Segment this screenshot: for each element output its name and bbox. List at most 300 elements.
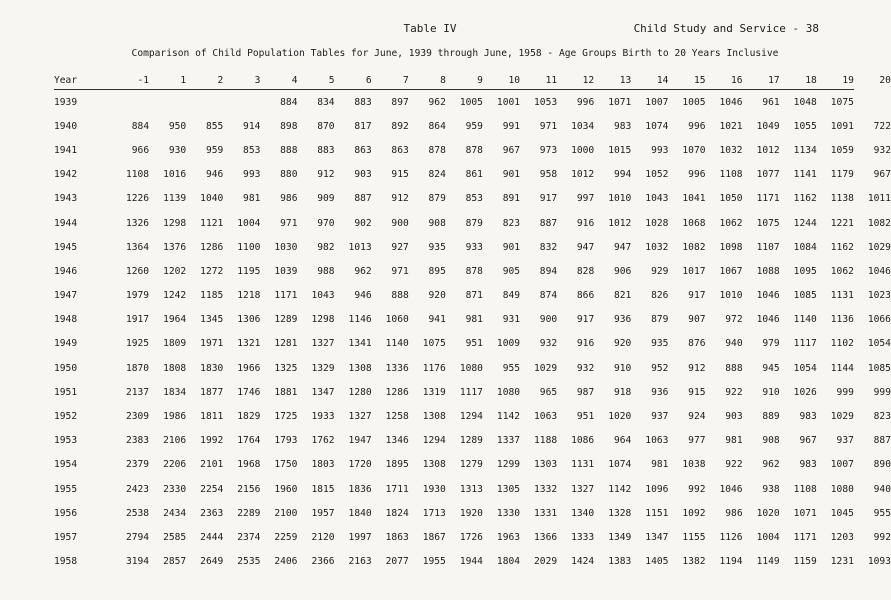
table-row (54, 235, 891, 259)
table-cell: 1281 (274, 338, 298, 350)
table-cell: 967 (799, 435, 817, 447)
table-cell: 1171 (793, 531, 817, 543)
table-cell: 902 (354, 217, 372, 229)
table-cell: 1424 (571, 556, 595, 568)
table-cell: 1280 (348, 386, 372, 398)
table-cell: 1933 (311, 411, 335, 423)
table-cell: 1726 (459, 531, 483, 543)
table-cell: 912 (317, 169, 335, 181)
row-year: 1958 (54, 556, 78, 568)
table-cell: 900 (391, 217, 409, 229)
row-year: 1950 (54, 362, 78, 374)
table-cell: 1030 (274, 241, 298, 253)
row-year: 1941 (54, 144, 78, 156)
table-cell: 888 (280, 144, 298, 156)
table-row (54, 308, 891, 332)
column-header-age: 18 (805, 74, 817, 86)
table-cell: 1308 (422, 411, 446, 423)
table-cell: 1347 (311, 386, 335, 398)
table-cell: 884 (280, 96, 298, 108)
table-cell: 864 (428, 120, 446, 132)
row-year: 1945 (54, 241, 78, 253)
table-cell: 1108 (719, 169, 743, 181)
table-cell: 1179 (830, 169, 854, 181)
table-cell: 1244 (793, 217, 817, 229)
table-cell: 1074 (608, 459, 632, 471)
table-cell: 855 (205, 120, 224, 132)
table-cell: 894 (539, 265, 558, 277)
table-cell: 1039 (274, 265, 298, 277)
table-cell: 1093 (867, 556, 891, 568)
column-header-age: 4 (291, 74, 298, 86)
column-header-age: 12 (582, 74, 595, 86)
table-cell: 2106 (163, 435, 187, 447)
table-cell: 1925 (125, 338, 150, 350)
column-header-age: 6 (365, 74, 372, 86)
table-cell: 1171 (756, 193, 780, 205)
table-cell: 1075 (756, 217, 780, 229)
table-cell: 951 (576, 411, 595, 423)
table-cell: 1725 (274, 411, 298, 423)
table-cell: 1289 (459, 435, 483, 447)
table-cell: 876 (688, 338, 706, 350)
row-year: 1949 (54, 338, 78, 350)
table-cell: 940 (725, 338, 743, 350)
table-cell: 1108 (125, 169, 150, 181)
table-cell: 1963 (496, 531, 521, 543)
table-cell: 1867 (422, 531, 446, 543)
table-cell: 1117 (459, 386, 483, 398)
table-cell: 937 (651, 411, 669, 423)
table-cell: 1071 (608, 96, 632, 108)
table-cell: 1007 (645, 96, 669, 108)
table-cell: 1337 (496, 435, 521, 447)
table-cell: 962 (762, 459, 780, 471)
table-cell: 1294 (459, 411, 483, 423)
table-cell: 961 (762, 96, 780, 108)
table-cell: 964 (613, 435, 632, 447)
table-cell: 1327 (348, 411, 372, 423)
table-cell: 834 (317, 96, 335, 108)
table-cell: 2206 (163, 459, 187, 471)
table-cell: 1046 (756, 290, 780, 302)
table-cell: 938 (762, 483, 780, 495)
table-cell: 1957 (311, 507, 335, 519)
table-cell: 1979 (125, 290, 150, 302)
table-cell: 981 (465, 314, 483, 326)
row-year: 1946 (54, 265, 78, 277)
table-cell: 849 (502, 290, 521, 302)
column-header-age: 5 (328, 74, 335, 86)
table-cell: 967 (502, 144, 521, 156)
table-cell: 996 (576, 96, 595, 108)
column-header-age: 15 (693, 74, 706, 86)
table-cell: 1746 (237, 386, 261, 398)
table-cell: 910 (762, 386, 780, 398)
row-year: 1951 (54, 386, 78, 398)
table-cell: 887 (873, 435, 891, 447)
table-cell: 1091 (830, 120, 854, 132)
table-cell: 1139 (163, 193, 187, 205)
table-cell: 1345 (200, 314, 224, 326)
table-row (54, 453, 891, 477)
table-cell: 1836 (348, 483, 372, 495)
table-cell: 1048 (793, 96, 817, 108)
table-cell: 1764 (237, 435, 261, 447)
table-cell: 981 (243, 193, 261, 205)
table-cell: 917 (539, 193, 558, 205)
table-cell: 1376 (163, 241, 187, 253)
table-cell: 932 (539, 338, 558, 350)
table-cell: 2535 (237, 556, 261, 568)
table-cell: 1260 (125, 265, 150, 277)
table-row (54, 211, 891, 235)
table-cell: 1020 (756, 507, 780, 519)
table-cell: 1298 (311, 314, 335, 326)
table-cell: 2029 (534, 556, 558, 568)
table-cell: 1080 (830, 483, 854, 495)
table-cell: 1092 (682, 507, 706, 519)
table-cell: 947 (576, 241, 595, 253)
table-cell: 1026 (793, 386, 817, 398)
table-cell: 1012 (608, 217, 632, 229)
column-header-age: 9 (477, 74, 483, 86)
table-cell: 1053 (534, 96, 558, 108)
table-cell: 1062 (830, 265, 854, 277)
table-cell: 1084 (793, 241, 817, 253)
column-header-age: 7 (402, 74, 409, 86)
table-cell: 2363 (200, 507, 224, 519)
table-cell: 1750 (274, 459, 298, 471)
table-cell: 947 (613, 241, 632, 253)
table-cell: 1029 (534, 362, 558, 374)
column-header-age: 17 (768, 74, 780, 86)
table-cell: 1141 (793, 169, 817, 181)
table-cell: 1013 (348, 241, 372, 253)
table-cell: 1004 (756, 531, 780, 543)
table-cell: 1102 (830, 338, 854, 350)
table-cell: 2366 (311, 556, 335, 568)
table-cell: 2077 (385, 556, 409, 568)
table-cell: 890 (873, 459, 891, 471)
table-cell: 1046 (867, 265, 891, 277)
table-cell: 2259 (274, 531, 298, 543)
table-cell: 983 (799, 411, 817, 423)
table-cell: 971 (539, 120, 558, 132)
table-cell: 1955 (422, 556, 446, 568)
table-cell: 907 (688, 314, 706, 326)
table-cell: 1088 (756, 265, 780, 277)
table-cell: 853 (465, 193, 483, 205)
table-cell: 1762 (311, 435, 335, 447)
table-cell: 1992 (200, 435, 224, 447)
table-cell: 1108 (793, 483, 817, 495)
column-header-age: -1 (137, 74, 150, 86)
column-header-age: 1 (180, 74, 187, 86)
table-cell: 1043 (645, 193, 669, 205)
table-cell: 917 (576, 314, 595, 326)
table-cell: 1202 (163, 265, 187, 277)
table-cell: 2309 (125, 411, 150, 423)
table-cell: 880 (280, 169, 298, 181)
table-cell: 965 (539, 386, 558, 398)
table-cell: 2101 (200, 459, 224, 471)
table-cell: 993 (243, 169, 261, 181)
table-cell: 1009 (496, 338, 521, 350)
table-cell: 962 (428, 96, 446, 108)
table-cell: 1075 (422, 338, 446, 350)
table-cell: 1226 (125, 193, 150, 205)
table-cell: 996 (688, 120, 706, 132)
table-cell: 937 (836, 435, 854, 447)
table-cell: 1221 (830, 217, 854, 229)
table-cell: 910 (613, 362, 632, 374)
table-cell: 1930 (422, 483, 446, 495)
table-cell: 1971 (200, 338, 224, 350)
table-cell: 1050 (719, 193, 743, 205)
table-cell: 1067 (719, 265, 743, 277)
table-cell: 986 (280, 193, 298, 205)
table-cell: 2137 (125, 386, 150, 398)
table-cell: 1997 (348, 531, 372, 543)
table-cell: 1140 (385, 338, 409, 350)
table-cell: 1279 (459, 459, 483, 471)
table-cell: 722 (873, 120, 891, 132)
table-cell: 1066 (867, 314, 891, 326)
table-cell: 986 (725, 507, 743, 519)
table-cell: 1010 (608, 193, 632, 205)
table-cell: 1098 (719, 241, 743, 253)
table-cell: 991 (502, 120, 521, 132)
table-cell: 1134 (793, 144, 817, 156)
table-cell: 966 (131, 144, 150, 156)
table-cell: 1194 (719, 556, 743, 568)
column-header-age: 11 (545, 74, 558, 86)
table-cell: 935 (428, 241, 446, 253)
header-rule (54, 89, 854, 90)
table-cell: 1055 (793, 120, 817, 132)
table-cell: 878 (465, 144, 483, 156)
table-cell: 914 (243, 120, 261, 132)
table-cell: 1720 (348, 459, 372, 471)
table-cell: 922 (725, 459, 743, 471)
table-cell: 1062 (719, 217, 743, 229)
table-cell: 892 (391, 120, 409, 132)
table-cell: 879 (428, 193, 446, 205)
table-cell (149, 90, 186, 114)
table-cell: 909 (317, 193, 335, 205)
table-cell: 1364 (125, 241, 150, 253)
table-cell: 918 (613, 386, 632, 398)
table-cell: 970 (317, 217, 335, 229)
table-cell: 3194 (125, 556, 150, 568)
table-cell: 861 (465, 169, 483, 181)
table-cell: 823 (873, 411, 891, 423)
table-row (54, 429, 891, 453)
table-cell: 1308 (422, 459, 446, 471)
table-cell: 1383 (608, 556, 632, 568)
table-cell: 1005 (459, 96, 483, 108)
table-cell: 1086 (571, 435, 595, 447)
table-cell: 863 (391, 144, 409, 156)
table-cell: 1015 (608, 144, 632, 156)
table-cell: 1327 (571, 483, 595, 495)
table-cell: 971 (280, 217, 298, 229)
table-cell: 1829 (237, 411, 261, 423)
table-cell: 993 (651, 144, 669, 156)
row-year: 1942 (54, 169, 78, 181)
table-cell: 883 (317, 144, 335, 156)
table-cell: 1046 (756, 314, 780, 326)
table-cell: 927 (391, 241, 409, 253)
row-year: 1954 (54, 459, 78, 471)
table-cell: 887 (539, 217, 558, 229)
table-cell: 1034 (571, 120, 595, 132)
table-row (54, 380, 891, 404)
table-cell: 1074 (645, 120, 669, 132)
table-cell: 983 (613, 120, 632, 132)
table-cell: 891 (502, 193, 521, 205)
table-cell: 888 (725, 362, 743, 374)
column-header-age: 14 (656, 74, 669, 86)
table-cell: 1038 (682, 459, 706, 471)
table-cell: 1007 (830, 459, 854, 471)
table-cell: 879 (651, 314, 669, 326)
row-year: 1956 (54, 507, 78, 519)
table-cell: 940 (873, 483, 891, 495)
table-cell: 1144 (830, 362, 854, 374)
row-year: 1953 (54, 435, 78, 447)
table-cell: 1149 (756, 556, 780, 568)
table-cell: 1075 (830, 96, 854, 108)
table-cell: 1895 (385, 459, 409, 471)
table-cell: 1286 (385, 386, 409, 398)
table-cell: 912 (391, 193, 409, 205)
table-cell: 2423 (125, 483, 150, 495)
table-cell (854, 90, 891, 114)
table-cell: 1804 (496, 556, 521, 568)
table-cell: 1071 (793, 507, 817, 519)
table-cell: 916 (576, 338, 595, 350)
table-cell: 2374 (237, 531, 261, 543)
column-header-age: 2 (217, 74, 224, 86)
table-cell (223, 90, 260, 114)
table-cell: 959 (465, 120, 483, 132)
table-cell: 971 (391, 265, 409, 277)
table-cell: 878 (428, 144, 446, 156)
table-cell: 915 (391, 169, 409, 181)
table-cell (112, 90, 149, 114)
table-cell: 1046 (719, 483, 743, 495)
table-cell: 1346 (385, 435, 409, 447)
table-cell: 1944 (459, 556, 483, 568)
table-cell: 936 (651, 386, 669, 398)
table-cell: 977 (688, 435, 706, 447)
table-cell: 920 (613, 338, 632, 350)
table-cell: 959 (205, 144, 224, 156)
table-cell: 997 (576, 193, 595, 205)
row-year: 1944 (54, 217, 78, 229)
table-cell: 1319 (422, 386, 446, 398)
table-cell (186, 90, 223, 114)
table-cell: 1960 (274, 483, 298, 495)
table-cell: 1068 (682, 217, 706, 229)
table-cell: 1045 (830, 507, 854, 519)
table-cell: 1713 (422, 507, 446, 519)
table-cell: 903 (725, 411, 743, 423)
table-cell: 1815 (311, 483, 335, 495)
table-cell: 1017 (682, 265, 706, 277)
table-cell: 1298 (163, 217, 187, 229)
table-row (54, 138, 891, 162)
table-cell: 936 (613, 314, 632, 326)
row-year: 1947 (54, 290, 78, 302)
table-cell: 931 (502, 314, 521, 326)
table-cell: 955 (873, 507, 891, 519)
table-cell: 1986 (163, 411, 187, 423)
table-cell: 2857 (163, 556, 187, 568)
table-cell: 1881 (274, 386, 298, 398)
table-cell: 1011 (867, 193, 891, 205)
table-cell: 1131 (571, 459, 595, 471)
table-cell: 883 (354, 96, 372, 108)
table-cell: 1203 (830, 531, 854, 543)
table-cell: 1096 (645, 483, 669, 495)
table-cell: 1136 (830, 314, 854, 326)
column-header-year: Year (54, 74, 78, 86)
table-cell: 982 (317, 241, 335, 253)
table-cell: 1405 (645, 556, 669, 568)
table-cell: 1840 (348, 507, 372, 519)
table-cell: 1242 (163, 290, 187, 302)
table-cell: 1327 (311, 338, 335, 350)
table-cell: 941 (428, 314, 446, 326)
table-cell: 1085 (793, 290, 817, 302)
table-cell: 1382 (682, 556, 706, 568)
table-cell: 933 (465, 241, 483, 253)
table-cell: 1188 (534, 435, 558, 447)
table-cell: 1286 (200, 241, 224, 253)
table-cell: 916 (576, 217, 595, 229)
table-cell: 1824 (385, 507, 409, 519)
table-cell: 1117 (793, 338, 817, 350)
table-cell: 1016 (163, 169, 187, 181)
table-cell: 905 (502, 265, 521, 277)
table-cell: 878 (465, 265, 483, 277)
table-cell: 2163 (348, 556, 372, 568)
table-cell: 973 (539, 144, 558, 156)
table-cell: 930 (168, 144, 187, 156)
table-cell: 1077 (756, 169, 780, 181)
table-cell: 1162 (793, 193, 817, 205)
table-cell: 915 (688, 386, 706, 398)
table-cell: 1329 (311, 362, 335, 374)
table-cell: 1060 (385, 314, 409, 326)
table-cell: 983 (799, 459, 817, 471)
table-cell: 950 (168, 120, 187, 132)
table-cell: 1185 (200, 290, 224, 302)
table-cell: 946 (354, 290, 372, 302)
row-year: 1948 (54, 314, 78, 326)
table-cell: 1063 (534, 411, 558, 423)
table-cell: 2156 (237, 483, 261, 495)
table-row (54, 163, 891, 187)
table-cell: 1218 (237, 290, 261, 302)
row-year: 1943 (54, 193, 78, 205)
table-cell: 1020 (608, 411, 632, 423)
table-cell: 1023 (867, 290, 891, 302)
table-cell: 912 (688, 362, 706, 374)
